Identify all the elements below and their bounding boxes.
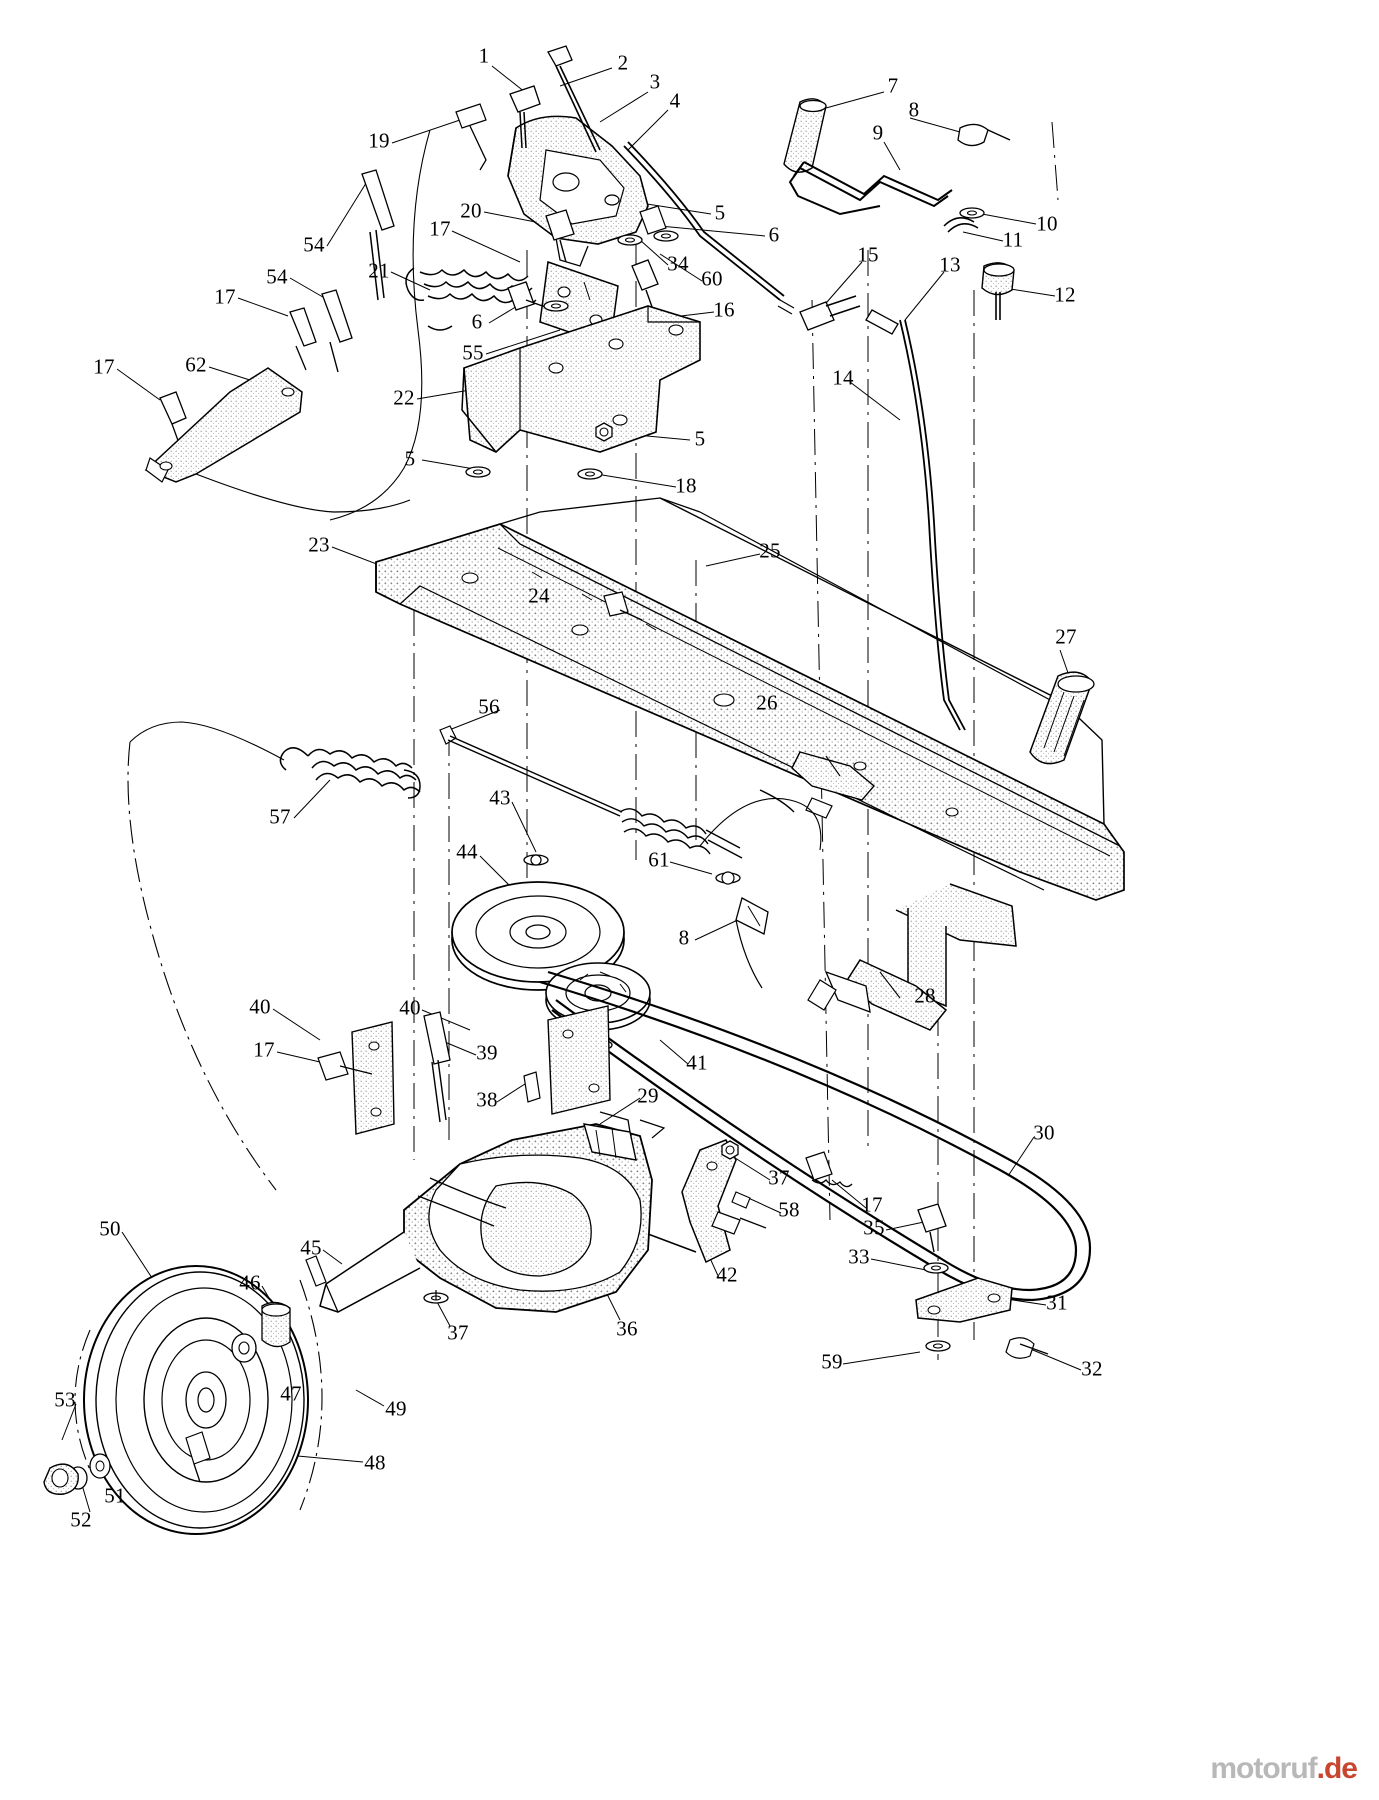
callout-number: 6 (471, 309, 483, 334)
callout-number: 40 (249, 994, 271, 1019)
callout-number: 1 (478, 43, 490, 68)
callout-number: 52 (70, 1507, 92, 1532)
callout-number: 22 (393, 385, 415, 410)
callout-number: 21 (368, 258, 390, 283)
callout-number: 17 (429, 216, 451, 241)
callout-number: 48 (364, 1450, 386, 1475)
callout-number: 47 (280, 1381, 302, 1406)
callout-number: 41 (686, 1050, 708, 1075)
callout-number: 33 (848, 1244, 870, 1269)
callout-number: 12 (1054, 282, 1076, 307)
callout-number: 40 (399, 995, 421, 1020)
callout-number: 36 (616, 1316, 638, 1341)
callout-number: 50 (99, 1216, 121, 1241)
callout-number: 24 (528, 583, 550, 608)
callout-number: 35 (863, 1215, 885, 1240)
callout-number: 8 (678, 925, 690, 950)
callout-number: 32 (1081, 1356, 1103, 1381)
callout-number: 28 (914, 983, 936, 1008)
callout-number: 5 (714, 200, 726, 225)
callout-number: 61 (648, 847, 670, 872)
callout-number: 57 (269, 804, 291, 829)
callout-number: 6 (768, 222, 780, 247)
callout-number: 23 (308, 532, 330, 557)
callout-number: 14 (832, 365, 854, 390)
callout-number: 59 (821, 1349, 843, 1374)
callout-number: 17 (93, 354, 115, 379)
callout-number: 25 (759, 538, 781, 563)
callout-number: 54 (303, 232, 325, 257)
callout-number: 27 (1055, 624, 1077, 649)
callout-number: 62 (185, 352, 207, 377)
callout-number: 5 (694, 426, 706, 451)
callout-number: 43 (489, 785, 511, 810)
callout-number: 34 (667, 251, 689, 276)
callout-number: 20 (460, 198, 482, 223)
callout-number: 55 (462, 340, 484, 365)
callout-number: 53 (54, 1387, 76, 1412)
callout-number: 15 (857, 242, 879, 267)
callout-number: 44 (456, 839, 478, 864)
callout-number: 10 (1036, 211, 1058, 236)
callout-number: 16 (713, 297, 735, 322)
callout-number: 58 (778, 1197, 800, 1222)
callout-number: 17 (214, 284, 236, 309)
callout-number: 38 (476, 1087, 498, 1112)
callout-number: 39 (476, 1040, 498, 1065)
callout-number: 37 (447, 1320, 469, 1345)
callout-number: 60 (701, 266, 723, 291)
callout-number: 2 (617, 50, 629, 75)
callout-number: 7 (887, 73, 899, 98)
callout-number: 4 (669, 88, 681, 113)
watermark (1210, 1752, 1357, 1786)
callout-number: 37 (768, 1165, 790, 1190)
callout-number: 46 (239, 1270, 261, 1295)
callout-number: 54 (266, 264, 288, 289)
callout-number: 13 (939, 252, 961, 277)
callout-number: 8 (908, 97, 920, 122)
callout-number: 17 (253, 1037, 275, 1062)
callout-number: 17 (861, 1192, 883, 1217)
watermark-tld: .de (1316, 1752, 1357, 1785)
callout-number: 9 (872, 120, 884, 145)
callout-number: 29 (637, 1083, 659, 1108)
callout-number: 19 (368, 128, 390, 153)
callout-number: 26 (756, 690, 778, 715)
callout-number: 51 (104, 1483, 126, 1508)
callout-number: 56 (478, 694, 500, 719)
callout-number: 31 (1046, 1290, 1068, 1315)
callout-number: 3 (649, 69, 661, 94)
callout-number: 5 (404, 446, 416, 471)
callout-number: 42 (716, 1262, 738, 1287)
callout-number: 49 (385, 1396, 407, 1421)
callout-number: 18 (675, 473, 697, 498)
callout-number: 45 (300, 1235, 322, 1260)
callout-number: 11 (1002, 227, 1024, 252)
callout-number: 30 (1033, 1120, 1055, 1145)
watermark-main: motoruf (1210, 1752, 1317, 1785)
